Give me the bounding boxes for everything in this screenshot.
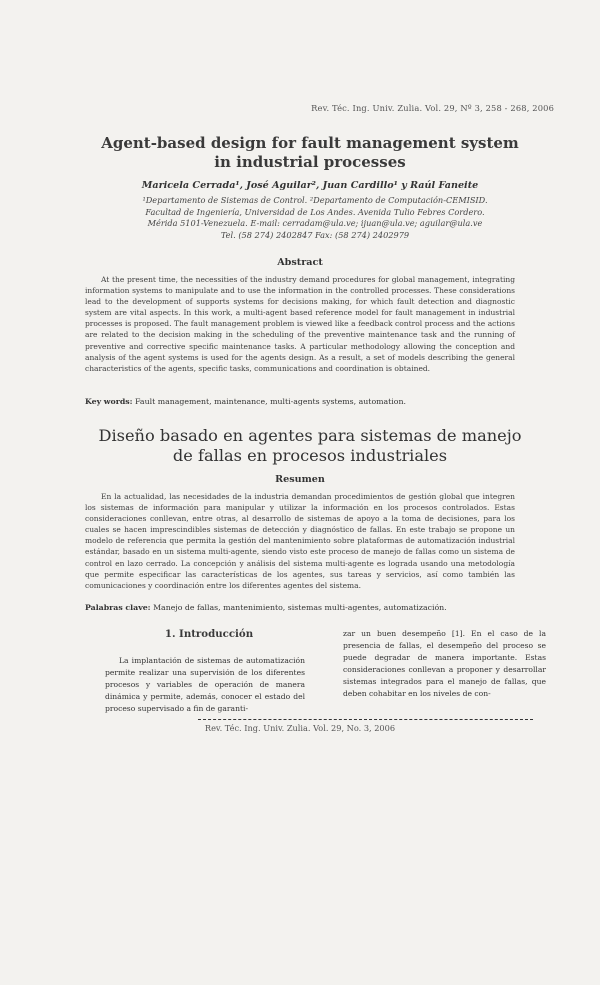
affiliation-line: Mérida 5101-Venezuela. E-mail: cerradam@ula.ve; ijuan@ula.ve; aguilar@ula.ve [147, 218, 483, 229]
palabras-clave-text: Manejo de fallas, mantenimiento, sistemas multi-agentes, automatización. [153, 603, 447, 612]
palabras-clave-label: Palabras clave: [85, 603, 151, 612]
journal-citation-footer: Rev. Téc. Ing. Univ. Zulia. Vol. 29, No. 3, 2006 [204, 723, 396, 733]
abstract-heading: Abstract [277, 257, 323, 268]
keywords-text: Fault management, maintenance, multi-agents systems, automation. [135, 397, 406, 406]
introduction-left-text: La implantación de sistemas de automatización permite realizar una supervisión de los diferentes procesos y variables de operación de manera dinámica y permite, además, conocer el estado del proceso supervisado a fin de garanti- [105, 656, 305, 714]
right-column [343, 628, 546, 701]
spanish-title [60, 426, 560, 466]
page-divider [198, 719, 533, 720]
authors: Maricela Cerrada¹, José Aguilar², Juan Cardillo¹ y Raúl Faneite [141, 180, 479, 191]
abstract-body [85, 274, 515, 374]
english-title-line-1: Agent-based design for fault management system [101, 134, 519, 152]
resumen-heading: Resumen [275, 474, 325, 485]
affiliation-line: Facultad de Ingeniería, Universidad de Los Andes. Avenida Tulio Febres Cordero. [145, 206, 485, 217]
palabras-clave [85, 603, 525, 612]
journal-citation-header: Rev. Téc. Ing. Univ. Zulia. Vol. 29, Nº 3, 258 - 268, 2006 [311, 103, 554, 113]
left-column [105, 628, 305, 715]
affiliations [105, 195, 525, 241]
spanish-title-line-1: Diseño basado en agentes para sistemas de manejo [98, 426, 522, 445]
introduction-right-text: zar un buen desempeño [1]. En el caso de la presencia de fallas, el desempeño del proceso se puede degradar de manera importante. Estas consideraciones conllevan a proponer y desarrollar sistemas integrados para el manejo de fallas, que deben cohabitar en los niveles de con- [343, 629, 546, 699]
keywords [85, 397, 525, 406]
resumen-text: En la actualidad, las necesidades de la industria demandan procedimientos de gestión global que integren los sistemas de información para manipular y utilizar la información en los procesos controlados. Estas consideraciones conllevan, entre otras, al desarrollo de sistemas de apoyo a la toma de decisiones, para los cuales se hacen imprescindibles sistemas de detección y diagnóstico de fallas. En este trabajo se propone un modelo de referencia que permita la gestión del mantenimiento sobre plataformas de automatización industrial estándar, basado en un sistema multi-agente, siendo visto este proceso de manejo de fallas como un sistema de control en lazo cerrado. La concepción y análisis del sistema multi-agente es lograda usando una metodología que permite especificar las características de los agentes, sus tareas y servicios, así como también las comunicaciones y coordinación entre los diferentes agentes del sistema. [85, 492, 515, 590]
keywords-label: Key words: [85, 397, 133, 406]
english-title [60, 134, 560, 172]
spanish-title-line-2: de fallas en procesos industriales [172, 446, 448, 465]
abstract-text: At the present time, the necessities of the industry demand procedures for global management, integrating information systems to manipulate and to use the information in the controlled processes. These considerations lead to the development of supports systems for decisions making, for which fault detection and diagnostic system are vital aspects. In this work, a multi-agent based reference model for fault management in industrial processes is proposed. The fault management problem is viewed like a feedback control process and the actions are related to the decision making in the scheduling of the preventive maintenance task and the running of preventive and corrective specific maintenance tasks. A particular methodology allowing the conception and analysis of the agent systems is used for the agents design. As a result, a set of models describing the general characteristics of the agents, specific tasks, communications and coordination is obtained. [85, 275, 515, 373]
affiliation-line: ¹Departamento de Sistemas de Control. ²Departamento de Computación-CEMISID. [142, 195, 488, 205]
affiliation-line: Tel. (58 274) 2402847 Fax: (58 274) 2402979 [220, 229, 410, 240]
english-title-line-2: in industrial processes [214, 153, 406, 171]
resumen-body [85, 491, 515, 591]
introduction-heading: 1. Introducción [164, 628, 254, 640]
